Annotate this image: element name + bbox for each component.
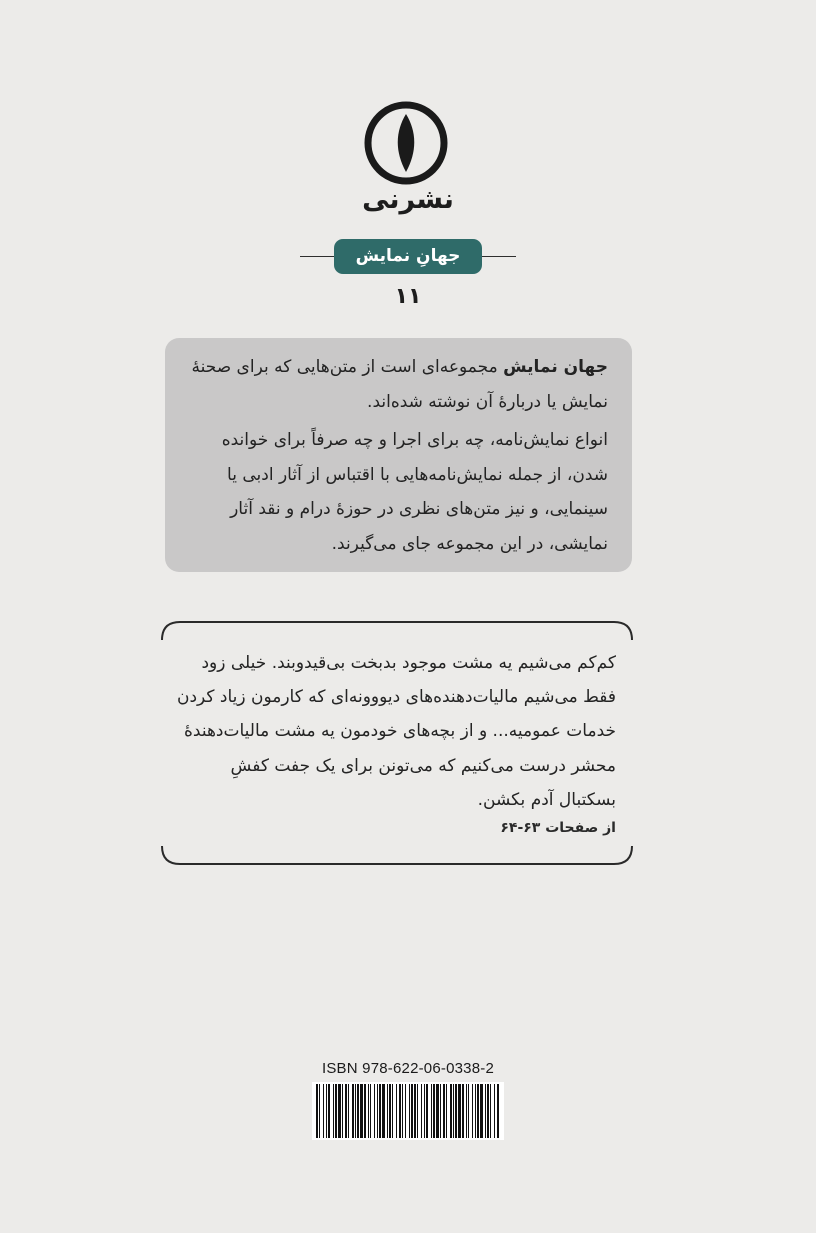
series-description — [165, 338, 632, 572]
series-rule-right — [476, 256, 516, 257]
series-badge: جهانِ نمایش — [334, 239, 482, 274]
description-para-2: انواع نمایش‌نامه، چه برای اجرا و چه صرفاً برای خوانده شدن، از جمله نمایش‌نامه‌هایی با اقتباس از آثار ادبی یا سینمایی، و نیز متن‌های نظری در حوزهٔ درام و نقد آثار نمایشی، در این مجموعه جای می‌گیرند. — [221, 430, 608, 554]
quote-source: از صفحات ۶۳-۶۴ — [500, 820, 616, 836]
barcode — [312, 1082, 504, 1140]
publisher-logo — [363, 100, 449, 186]
series-number: ۱۱ — [394, 284, 422, 309]
publisher-name: نشرنی — [362, 184, 454, 215]
description-para-1 — [189, 350, 608, 419]
description-series-name: جهان نمایش — [503, 357, 608, 377]
quote-text: کم‌کم می‌شیم یه مشت موجود بدبخت بی‌قیدوبند. خیلی زود فقط می‌شیم مالیات‌دهنده‌های دیووونه‌ای که کارمون زیاد کردن خدمات عمومیه... و از بچه‌های خودمون یه مشت مالیات‌دهندهٔ محشر درست می‌کنیم که می‌تونن برای یک جفت کفشِ بسکتبال آدم بکشن. — [176, 653, 616, 810]
isbn-label: ISBN 978-622-06-0338-2 — [321, 1060, 494, 1077]
description-para-1-text: مجموعه‌ای است از متن‌هایی که برای صحنهٔ نمایش یا دربارهٔ آن نوشته شده‌اند. — [191, 357, 608, 412]
